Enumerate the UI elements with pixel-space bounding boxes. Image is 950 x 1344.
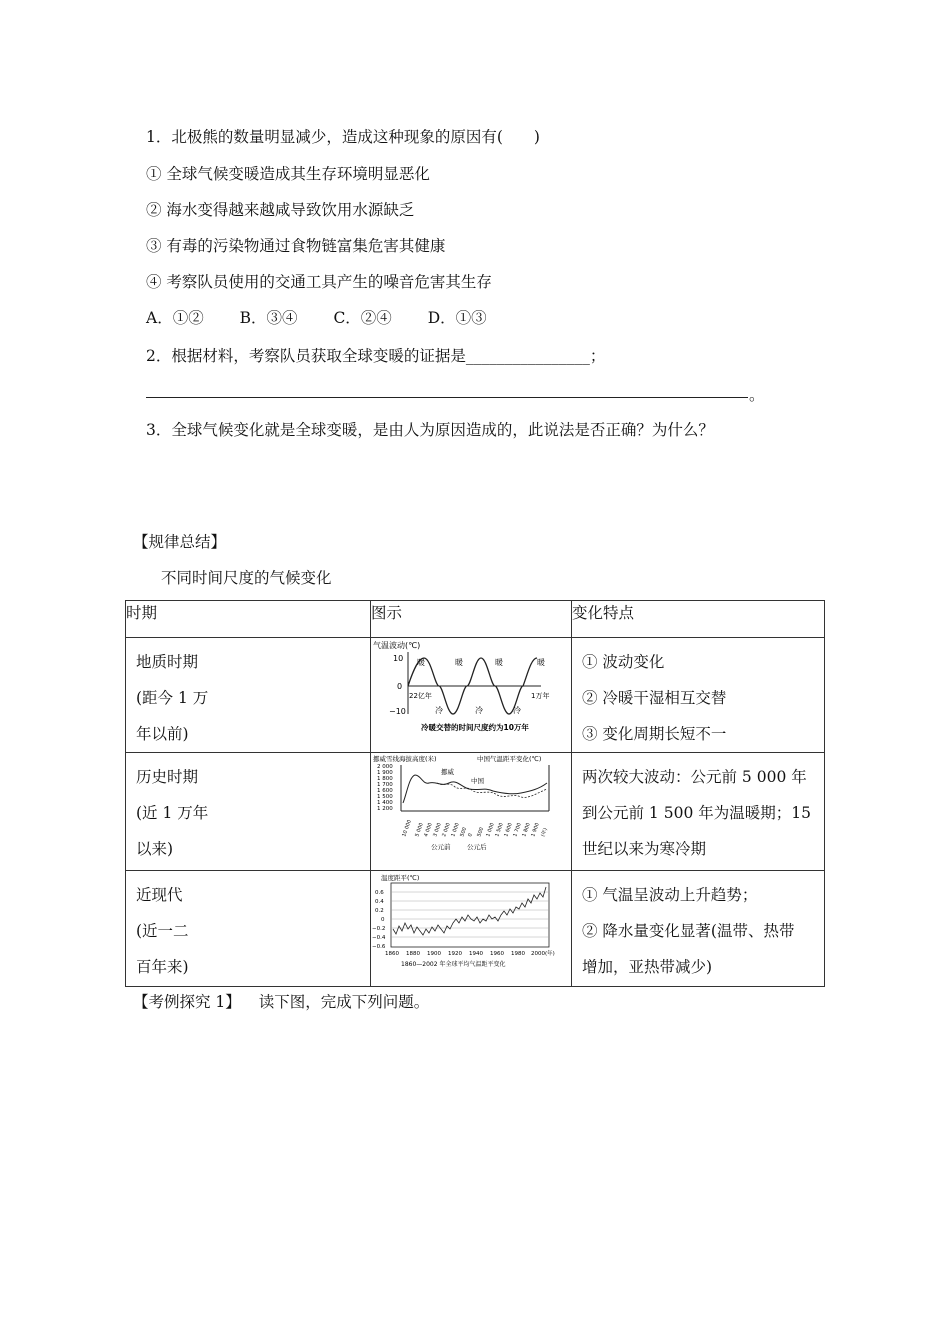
fig2-right-title: 中国气温距平变化(℃) [477,755,542,763]
fig3-y-ticks [372,890,386,950]
period-line: 近现代 [136,886,183,904]
fig2-x-tick: 1 700 [512,822,523,838]
fig3-x-tick: 1940 [469,951,483,957]
fig2-x-tick: 1 000 [485,822,496,838]
fig2-y-tick: 1 900 [377,770,393,776]
fig2-x-tick: 500 [459,826,469,838]
feature-line: ② 降水量变化显著(温带、热带 [582,922,795,940]
fig1-tick-bottom: −10 [389,707,406,716]
fig1-end-label: 1万年 [531,692,550,700]
fig2-x-tick: 4 000 [423,822,434,838]
period-line: (距今 1 万 [136,689,209,707]
fig2-x-tick: 10 000 [401,819,413,838]
fig2-x-tick: 1 000 [450,822,461,838]
example-text: 读下图，完成下列问题。 [258,993,430,1011]
period-line: 以来) [136,840,174,858]
fig2-norway-label: 挪威 [441,768,454,776]
fig2-x-tick: 2 000 [441,822,452,838]
fig2-china-label: 中国 [471,777,484,785]
fig3-gridlines [391,892,549,937]
fig3-x-tick: 1960 [490,951,504,957]
fig2-y-tick: 1 600 [377,788,393,794]
period-line: 历史时期 [136,768,199,786]
fig2-x-tick: 1 600 [503,822,514,838]
fig2-left-title: 挪威雪线海拔高度(米) [373,755,437,763]
feature-line: ② 冷暖干湿相互交替 [582,689,727,707]
modern-temperature-anomaly-chart [371,871,561,981]
fig3-title: 温度距平(℃) [381,874,420,882]
feature-line: ① 波动变化 [582,653,665,671]
fig3-x-tick: 1980 [511,951,525,957]
fig1-warm-label: 暖 [537,658,545,667]
fig3-frame [391,883,549,947]
period-cell [126,638,371,753]
period-line: 地质时期 [136,653,199,671]
answer-blank-line [146,397,748,398]
figure-cell [371,638,572,753]
table-row-historical [126,753,825,871]
period-line: 年以前) [136,725,189,743]
feature-line: ① 气温呈波动上升趋势； [582,886,758,904]
fig3-x-ticks [385,949,555,957]
table-row-geological [126,638,825,753]
answer-choices: A．①② B．③④ C．②④ D．①③ [146,309,487,327]
fig2-y-ticks [377,764,393,812]
header-figure: 图示 [371,601,572,638]
fig1-warm-label: 暖 [455,658,463,667]
fig2-x-tick: 500 [476,826,486,838]
fig1-caption: 冷暖交替的时间尺度约为10万年 [421,723,529,732]
fig3-x-tick: 2000(年) [531,951,555,957]
feature-line: 到公元前 1 500 年为温暖期；15 [582,804,811,822]
fig2-x-tick: 1 900 [530,822,541,838]
fig3-y-tick: 0 [381,917,385,923]
table-header-row [126,601,825,638]
option-3: ③ 有毒的污染物通过食物链富集危害其健康 [146,237,446,255]
fig1-cold-label: 冷 [513,706,521,715]
fig2-x-tick: 1 800 [521,822,532,838]
fig3-y-tick: −0.2 [372,926,386,932]
summary-subtitle: 不同时间尺度的气候变化 [161,569,332,587]
fig1-start-label: 22亿年 [409,692,432,700]
question-3: 3．全球气候变化就是全球变暖，是由人为原因造成的，此说法是否正确？为什么？ [146,421,714,439]
fig2-x-tick: (年) [540,827,549,838]
example-label: 【考例探究 1】 [133,993,241,1011]
question-1: 1．北极熊的数量明显减少，造成这种现象的原因有( ) [146,128,540,146]
figure-cell [371,871,572,987]
features-cell [572,871,825,987]
features-cell [572,638,825,753]
fig3-x-tick: 1860 [385,951,399,957]
fig2-x-tick: 0 [467,832,474,838]
fig2-y-tick: 1 400 [377,800,393,806]
fig3-caption: 1860—2002 年全球平均气温距平变化 [401,961,506,968]
fig3-y-tick: 0.2 [375,908,384,914]
fig3-x-tick: 1900 [427,951,441,957]
fig3-y-tick: −0.6 [372,944,386,950]
fig3-anomaly-series [393,887,546,935]
fig1-tick-top: 10 [393,654,404,663]
fig2-x-tick: 5 000 [414,822,425,838]
fig3-y-tick: 0.4 [375,899,384,905]
fig2-x-tick: 3 000 [432,822,443,838]
historical-climate-chart [371,753,561,865]
option-1: ① 全球气候变暖造成其生存环境明显恶化 [146,165,430,183]
fig2-y-tick: 1 800 [377,776,393,782]
fig2-x-tick: 1 500 [494,822,505,838]
header-features: 变化特点 [572,601,825,638]
fig1-tick-zero: 0 [397,682,403,691]
fig3-y-tick: −0.4 [372,935,386,941]
period-line: (近一二 [136,922,189,940]
table-row-modern [126,871,825,987]
fig2-y-tick: 1 700 [377,782,393,788]
fig3-y-tick: 0.6 [375,890,384,896]
feature-line: 增加，亚热带减少) [582,958,713,976]
option-2: ② 海水变得越来越咸导致饮用水源缺乏 [146,201,415,219]
geological-temperature-chart [371,638,561,746]
fig1-warm-label: 暖 [417,658,425,667]
fig2-y-tick: 2 000 [377,764,393,770]
summary-heading: 【规律总结】 [133,533,227,551]
climate-change-table [125,600,825,987]
features-cell [572,753,825,871]
fig3-x-tick: 1880 [406,951,420,957]
period-line: (近 1 万年 [136,804,209,822]
feature-line: 世纪以来为寒冷期 [582,840,707,858]
fig2-bc-label: 公元前 [431,843,451,851]
feature-line: 两次较大波动：公元前 5 000 年 [582,768,807,786]
fig2-x-ticks [401,819,549,837]
fig1-ylabel: 气温波动(℃) [373,641,421,650]
question-2: 2．根据材料，考察队员获取全球变暖的证据是________________； [146,347,606,365]
fig1-warm-label: 暖 [495,658,503,667]
header-period: 时期 [126,601,371,638]
figure-cell [371,753,572,871]
fig3-x-tick: 1920 [448,951,462,957]
feature-line: ③ 变化周期长短不一 [582,725,727,743]
period-cell [126,753,371,871]
fig2-ad-label: 公元后 [467,843,487,851]
fig2-y-tick: 1 500 [377,794,393,800]
fig1-cold-label: 冷 [435,706,443,715]
answer-period: 。 [749,386,765,404]
example-prompt [133,992,429,1012]
period-line: 百年来) [136,958,189,976]
fig2-y-tick: 1 200 [377,806,393,812]
fig1-cold-label: 冷 [475,706,483,715]
period-cell [126,871,371,987]
option-4: ④ 考察队员使用的交通工具产生的噪音危害其生存 [146,273,492,291]
